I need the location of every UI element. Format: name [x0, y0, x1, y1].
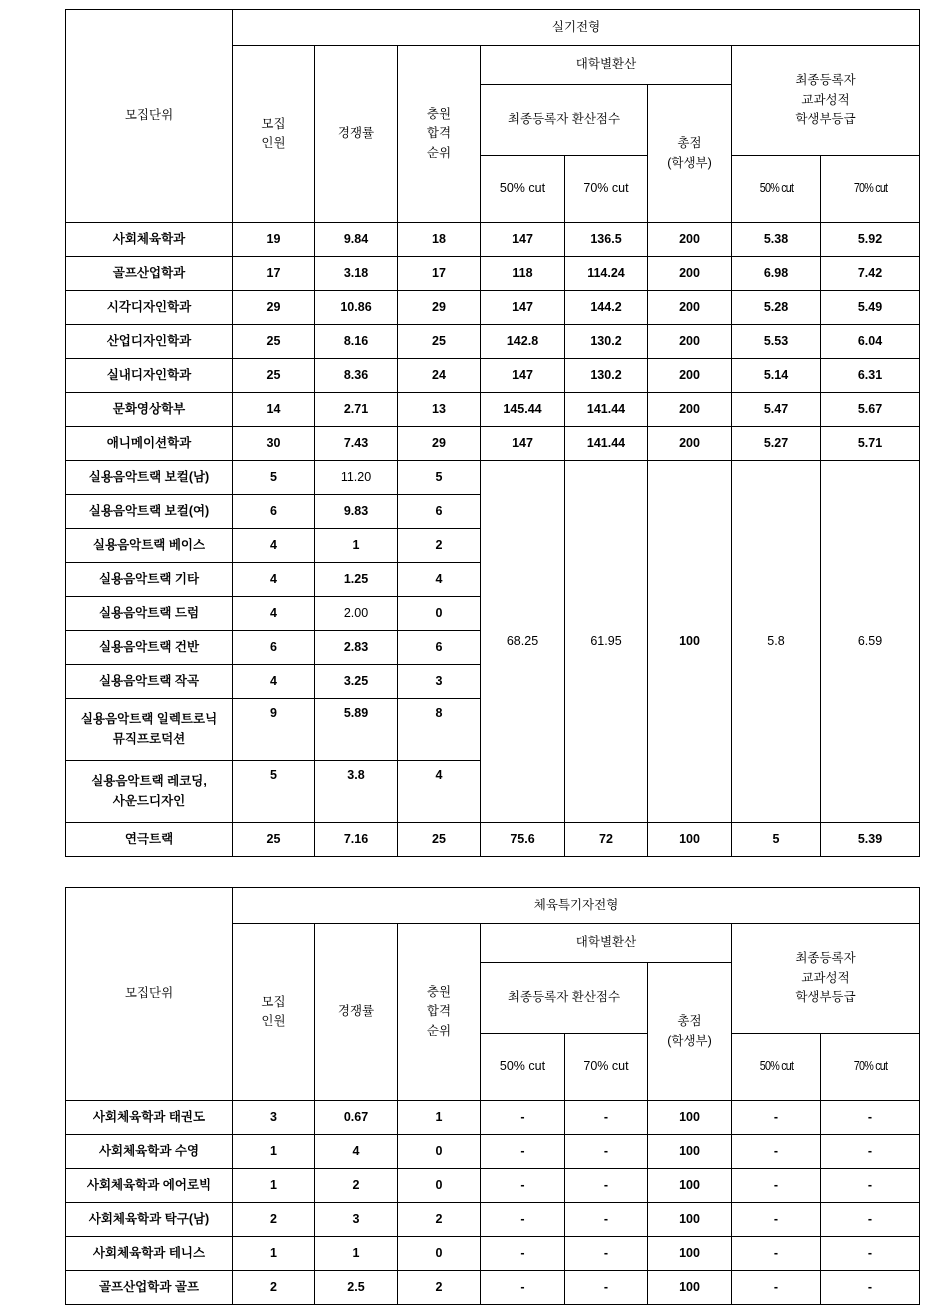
- header-converted-score: 최종등록자 환산점수: [481, 963, 648, 1034]
- cell-rank: 6: [398, 631, 481, 665]
- cell-grade50: 5.14: [732, 359, 821, 393]
- cell-cut50: 75.6: [481, 823, 565, 857]
- cell-cut50: -: [481, 1271, 565, 1305]
- cell-grade70: 6.31: [821, 359, 920, 393]
- cell-unit: 실용음악트랙 기타: [66, 563, 233, 597]
- header-quota: [233, 46, 315, 223]
- cell-grade70: 7.42: [821, 257, 920, 291]
- cell-ratio: 2.83: [315, 631, 398, 665]
- cell-ratio: 5.89: [315, 699, 398, 761]
- header-grade-cut70: 70% cut: [827, 156, 912, 223]
- cell-grade50: 6.98: [732, 257, 821, 291]
- header-admission-type: 실기전형: [233, 10, 920, 46]
- cell-ratio: 2.5: [315, 1271, 398, 1305]
- header-rank: [398, 924, 481, 1101]
- table-row: [66, 1135, 920, 1169]
- cell-unit: 문화영상학부: [66, 393, 233, 427]
- header-rank-line3: 순위: [426, 1023, 452, 1038]
- cell-cut50: -: [481, 1169, 565, 1203]
- cell-total: 200: [648, 359, 732, 393]
- cell-quota: 4: [233, 563, 315, 597]
- cell-rank: 2: [398, 1271, 481, 1305]
- header-grade-line3: 학생부등급: [795, 990, 856, 1005]
- cell-grade70: 5.67: [821, 393, 920, 427]
- table-row: [66, 393, 920, 427]
- table-row: [66, 1237, 920, 1271]
- header-unit-label: 모집단위: [66, 888, 233, 1101]
- cell-rank: 29: [398, 291, 481, 325]
- cell-quota: 3: [233, 1101, 315, 1135]
- cell-unit: 사회체육학과 수영: [66, 1135, 233, 1169]
- cell-total: 200: [648, 393, 732, 427]
- header-quota-line2: 인원: [261, 136, 286, 150]
- cell-total: 100: [648, 1271, 732, 1305]
- header-rank: [398, 46, 481, 223]
- cell-ratio: 11.20: [315, 461, 398, 495]
- cell-ratio: 2.00: [315, 597, 398, 631]
- table-body-practical: [66, 223, 920, 857]
- cell-unit: 실용음악트랙 드럼: [66, 597, 233, 631]
- header-rank-line2: 합격: [426, 126, 452, 141]
- cell-grade70: -: [821, 1237, 920, 1271]
- header-conversion-group: 대학별환산: [481, 46, 732, 85]
- cell-quota: 1: [233, 1135, 315, 1169]
- cell-rank: 0: [398, 1169, 481, 1203]
- header-cut70: 70% cut: [565, 156, 648, 223]
- cell-unit: 연극트랙: [66, 823, 233, 857]
- cell-rank: 24: [398, 359, 481, 393]
- cell-ratio: 1: [315, 529, 398, 563]
- cell-rank: 5: [398, 461, 481, 495]
- cell-ratio: 3.18: [315, 257, 398, 291]
- cell-unit: 실용음악트랙 건반: [66, 631, 233, 665]
- cell-quota: 4: [233, 529, 315, 563]
- header-total-score: [648, 85, 732, 223]
- table-header-group: [66, 888, 920, 1101]
- cell-quota: 30: [233, 427, 315, 461]
- cell-cut70: 72: [565, 823, 648, 857]
- cell-cut50: 147: [481, 291, 565, 325]
- cell-ratio: 8.36: [315, 359, 398, 393]
- table-row: [66, 359, 920, 393]
- cell-rank: 8: [398, 699, 481, 761]
- cell-total: 200: [648, 427, 732, 461]
- cell-grade50: 5.27: [732, 427, 821, 461]
- header-total-line2: (학생부): [667, 1033, 712, 1048]
- cell-grade70: -: [821, 1203, 920, 1237]
- cell-cut50: -: [481, 1135, 565, 1169]
- cell-cut50: -: [481, 1237, 565, 1271]
- cell-cut70: 114.24: [565, 257, 648, 291]
- cell-total: 100: [648, 1169, 732, 1203]
- cell-grade70: -: [821, 1271, 920, 1305]
- cell-quota: 4: [233, 665, 315, 699]
- cell-grade70: -: [821, 1101, 920, 1135]
- cell-grade50: -: [732, 1101, 821, 1135]
- cell-unit: 사회체육학과 태권도: [66, 1101, 233, 1135]
- cell-quota: 1: [233, 1169, 315, 1203]
- cell-rank: 0: [398, 597, 481, 631]
- cell-rank: 25: [398, 823, 481, 857]
- cell-grade50: -: [732, 1135, 821, 1169]
- table-row: [66, 291, 920, 325]
- cell-ratio: 8.16: [315, 325, 398, 359]
- cell-ratio: 2: [315, 1169, 398, 1203]
- cell-quota: 6: [233, 495, 315, 529]
- cell-grade50: -: [732, 1237, 821, 1271]
- cell-cut70: 136.5: [565, 223, 648, 257]
- cell-unit: 시각디자인학과: [66, 291, 233, 325]
- header-quota-line2: 인원: [261, 1014, 286, 1028]
- cell-grade70: 5.71: [821, 427, 920, 461]
- cell-quota: 2: [233, 1203, 315, 1237]
- cell-grade50: 5.53: [732, 325, 821, 359]
- cell-ratio: 10.86: [315, 291, 398, 325]
- cell-cut70: 144.2: [565, 291, 648, 325]
- cell-cut70: -: [565, 1271, 648, 1305]
- cell-cut70: -: [565, 1203, 648, 1237]
- cell-grade70-merged: 6.59: [821, 461, 920, 823]
- cell-total: 100: [648, 1237, 732, 1271]
- cell-cut50: 145.44: [481, 393, 565, 427]
- cell-quota: 19: [233, 223, 315, 257]
- table-row: [66, 1271, 920, 1305]
- cell-total: 100: [648, 1101, 732, 1135]
- header-grade-line3: 학생부등급: [795, 112, 856, 127]
- cell-grade50-merged: 5.8: [732, 461, 821, 823]
- header-total-line2: (학생부): [667, 155, 712, 170]
- table-header-group: [66, 10, 920, 223]
- table-row: [66, 1169, 920, 1203]
- cell-unit: 애니메이션학과: [66, 427, 233, 461]
- cell-cut50: -: [481, 1101, 565, 1135]
- cell-unit: 사회체육학과 에어로빅: [66, 1169, 233, 1203]
- cell-grade50: -: [732, 1203, 821, 1237]
- cell-quota: 4: [233, 597, 315, 631]
- cell-ratio: 7.43: [315, 427, 398, 461]
- cell-cut70: 130.2: [565, 359, 648, 393]
- cell-ratio: 9.84: [315, 223, 398, 257]
- cell-rank: 0: [398, 1237, 481, 1271]
- cell-unit: 실용음악트랙 일렉트로닉 뮤직프로덕션: [66, 699, 233, 761]
- header-cut50: 50% cut: [481, 1034, 565, 1101]
- cell-quota: 25: [233, 359, 315, 393]
- header-cut70: 70% cut: [565, 1034, 648, 1101]
- cell-cut50: 142.8: [481, 325, 565, 359]
- cell-quota: 14: [233, 393, 315, 427]
- table-row: [66, 427, 920, 461]
- cell-grade50: -: [732, 1169, 821, 1203]
- header-final-grade: [732, 46, 920, 156]
- header-row-title: [66, 10, 920, 46]
- cell-cut70: 141.44: [565, 393, 648, 427]
- cell-grade50: 5: [732, 823, 821, 857]
- header-admission-type: 체육특기자전형: [233, 888, 920, 924]
- cell-unit: 실용음악트랙 베이스: [66, 529, 233, 563]
- table-separator: [65, 857, 944, 887]
- admissions-table-practical-exam: [65, 9, 920, 857]
- table-row: [66, 223, 920, 257]
- cell-ratio: 4: [315, 1135, 398, 1169]
- cell-unit: 실내디자인학과: [66, 359, 233, 393]
- cell-ratio: 1.25: [315, 563, 398, 597]
- cell-grade70: 5.92: [821, 223, 920, 257]
- cell-ratio: 3: [315, 1203, 398, 1237]
- cell-total: 200: [648, 223, 732, 257]
- cell-rank: 17: [398, 257, 481, 291]
- header-converted-score: 최종등록자 환산점수: [481, 85, 648, 156]
- cell-total: 200: [648, 325, 732, 359]
- header-grade-cut50: 50% cut: [738, 156, 815, 223]
- table-row: [66, 461, 920, 495]
- table-row: [66, 823, 920, 857]
- cell-unit: 실용음악트랙 레코딩,사운드디자인: [66, 761, 233, 823]
- cell-total: 200: [648, 291, 732, 325]
- cell-rank: 13: [398, 393, 481, 427]
- cell-ratio: 2.71: [315, 393, 398, 427]
- cell-ratio: 9.83: [315, 495, 398, 529]
- header-ratio: 경쟁률: [315, 924, 398, 1101]
- admissions-table-athlete-special: [65, 887, 920, 1305]
- cell-unit: 사회체육학과 테니스: [66, 1237, 233, 1271]
- header-grade-line2: 교과성적: [801, 970, 850, 985]
- cell-grade70: -: [821, 1169, 920, 1203]
- table-row: [66, 325, 920, 359]
- cell-ratio: 0.67: [315, 1101, 398, 1135]
- table-body-athlete: [66, 1101, 920, 1305]
- header-cut50: 50% cut: [481, 156, 565, 223]
- cell-rank: 4: [398, 563, 481, 597]
- cell-unit: 실용음악트랙 보컬(여): [66, 495, 233, 529]
- header-grade-line1: 최종등록자: [795, 73, 856, 88]
- cell-unit: 골프산업학과 골프: [66, 1271, 233, 1305]
- cell-quota: 25: [233, 823, 315, 857]
- cell-grade50: 5.28: [732, 291, 821, 325]
- cell-grade50: 5.38: [732, 223, 821, 257]
- cell-quota: 17: [233, 257, 315, 291]
- cell-total: 100: [648, 1135, 732, 1169]
- header-quota-line1: 모집: [261, 116, 286, 131]
- cell-cut50: -: [481, 1203, 565, 1237]
- cell-quota: 9: [233, 699, 315, 761]
- cell-rank: 18: [398, 223, 481, 257]
- header-grade-cut70: 70% cut: [827, 1034, 912, 1101]
- cell-unit: 사회체육학과 탁구(남): [66, 1203, 233, 1237]
- cell-ratio: 3.25: [315, 665, 398, 699]
- cell-cut70: 130.2: [565, 325, 648, 359]
- cell-quota: 1: [233, 1237, 315, 1271]
- header-grade-cut50: 50% cut: [738, 1034, 815, 1101]
- cell-cut50: 147: [481, 359, 565, 393]
- cell-cut50: 147: [481, 427, 565, 461]
- cell-ratio: 1: [315, 1237, 398, 1271]
- cell-quota: 2: [233, 1271, 315, 1305]
- table-row: [66, 257, 920, 291]
- cell-total: 100: [648, 823, 732, 857]
- cell-cut70-merged: 61.95: [565, 461, 648, 823]
- cell-cut50: 118: [481, 257, 565, 291]
- header-ratio: 경쟁률: [315, 46, 398, 223]
- cell-quota: 29: [233, 291, 315, 325]
- header-conversion-group: 대학별환산: [481, 924, 732, 963]
- cell-rank: 2: [398, 1203, 481, 1237]
- cell-grade70: 6.04: [821, 325, 920, 359]
- header-total-score: [648, 963, 732, 1101]
- cell-unit: 실용음악트랙 작곡: [66, 665, 233, 699]
- cell-grade50: -: [732, 1271, 821, 1305]
- cell-grade70: -: [821, 1135, 920, 1169]
- cell-rank: 1: [398, 1101, 481, 1135]
- cell-rank: 25: [398, 325, 481, 359]
- cell-cut70: -: [565, 1169, 648, 1203]
- header-quota: [233, 924, 315, 1101]
- header-total-line1: 총점: [677, 1014, 702, 1029]
- cell-unit: 사회체육학과: [66, 223, 233, 257]
- cell-unit: 골프산업학과: [66, 257, 233, 291]
- cell-cut70: -: [565, 1101, 648, 1135]
- cell-grade70: 5.49: [821, 291, 920, 325]
- cell-cut70: -: [565, 1237, 648, 1271]
- cell-quota: 5: [233, 461, 315, 495]
- header-grade-line1: 최종등록자: [795, 951, 856, 966]
- cell-total: 100: [648, 1203, 732, 1237]
- cell-ratio: 7.16: [315, 823, 398, 857]
- cell-cut70: 141.44: [565, 427, 648, 461]
- header-rank-line2: 합격: [426, 1004, 452, 1019]
- cell-rank: 3: [398, 665, 481, 699]
- cell-total: 200: [648, 257, 732, 291]
- header-row-title: [66, 888, 920, 924]
- table-row: [66, 1101, 920, 1135]
- cell-unit: 산업디자인학과: [66, 325, 233, 359]
- header-quota-line1: 모집: [261, 994, 286, 1009]
- cell-unit: 실용음악트랙 보컬(남): [66, 461, 233, 495]
- header-unit-label: 모집단위: [66, 10, 233, 223]
- cell-rank: 29: [398, 427, 481, 461]
- cell-rank: 0: [398, 1135, 481, 1169]
- cell-grade50: 5.47: [732, 393, 821, 427]
- cell-quota: 25: [233, 325, 315, 359]
- header-rank-line1: 충원: [426, 106, 452, 121]
- cell-quota: 5: [233, 761, 315, 823]
- cell-total-merged: 100: [648, 461, 732, 823]
- cell-quota: 6: [233, 631, 315, 665]
- header-rank-line1: 충원: [426, 984, 452, 999]
- cell-cut50-merged: 68.25: [481, 461, 565, 823]
- cell-cut50: 147: [481, 223, 565, 257]
- header-rank-line3: 순위: [426, 145, 452, 160]
- table-row: [66, 1203, 920, 1237]
- header-total-line1: 총점: [677, 136, 702, 151]
- cell-cut70: -: [565, 1135, 648, 1169]
- cell-rank: 6: [398, 495, 481, 529]
- header-grade-line2: 교과성적: [801, 92, 850, 107]
- header-final-grade: [732, 924, 920, 1034]
- cell-rank: 4: [398, 761, 481, 823]
- cell-ratio: 3.8: [315, 761, 398, 823]
- cell-rank: 2: [398, 529, 481, 563]
- cell-grade70: 5.39: [821, 823, 920, 857]
